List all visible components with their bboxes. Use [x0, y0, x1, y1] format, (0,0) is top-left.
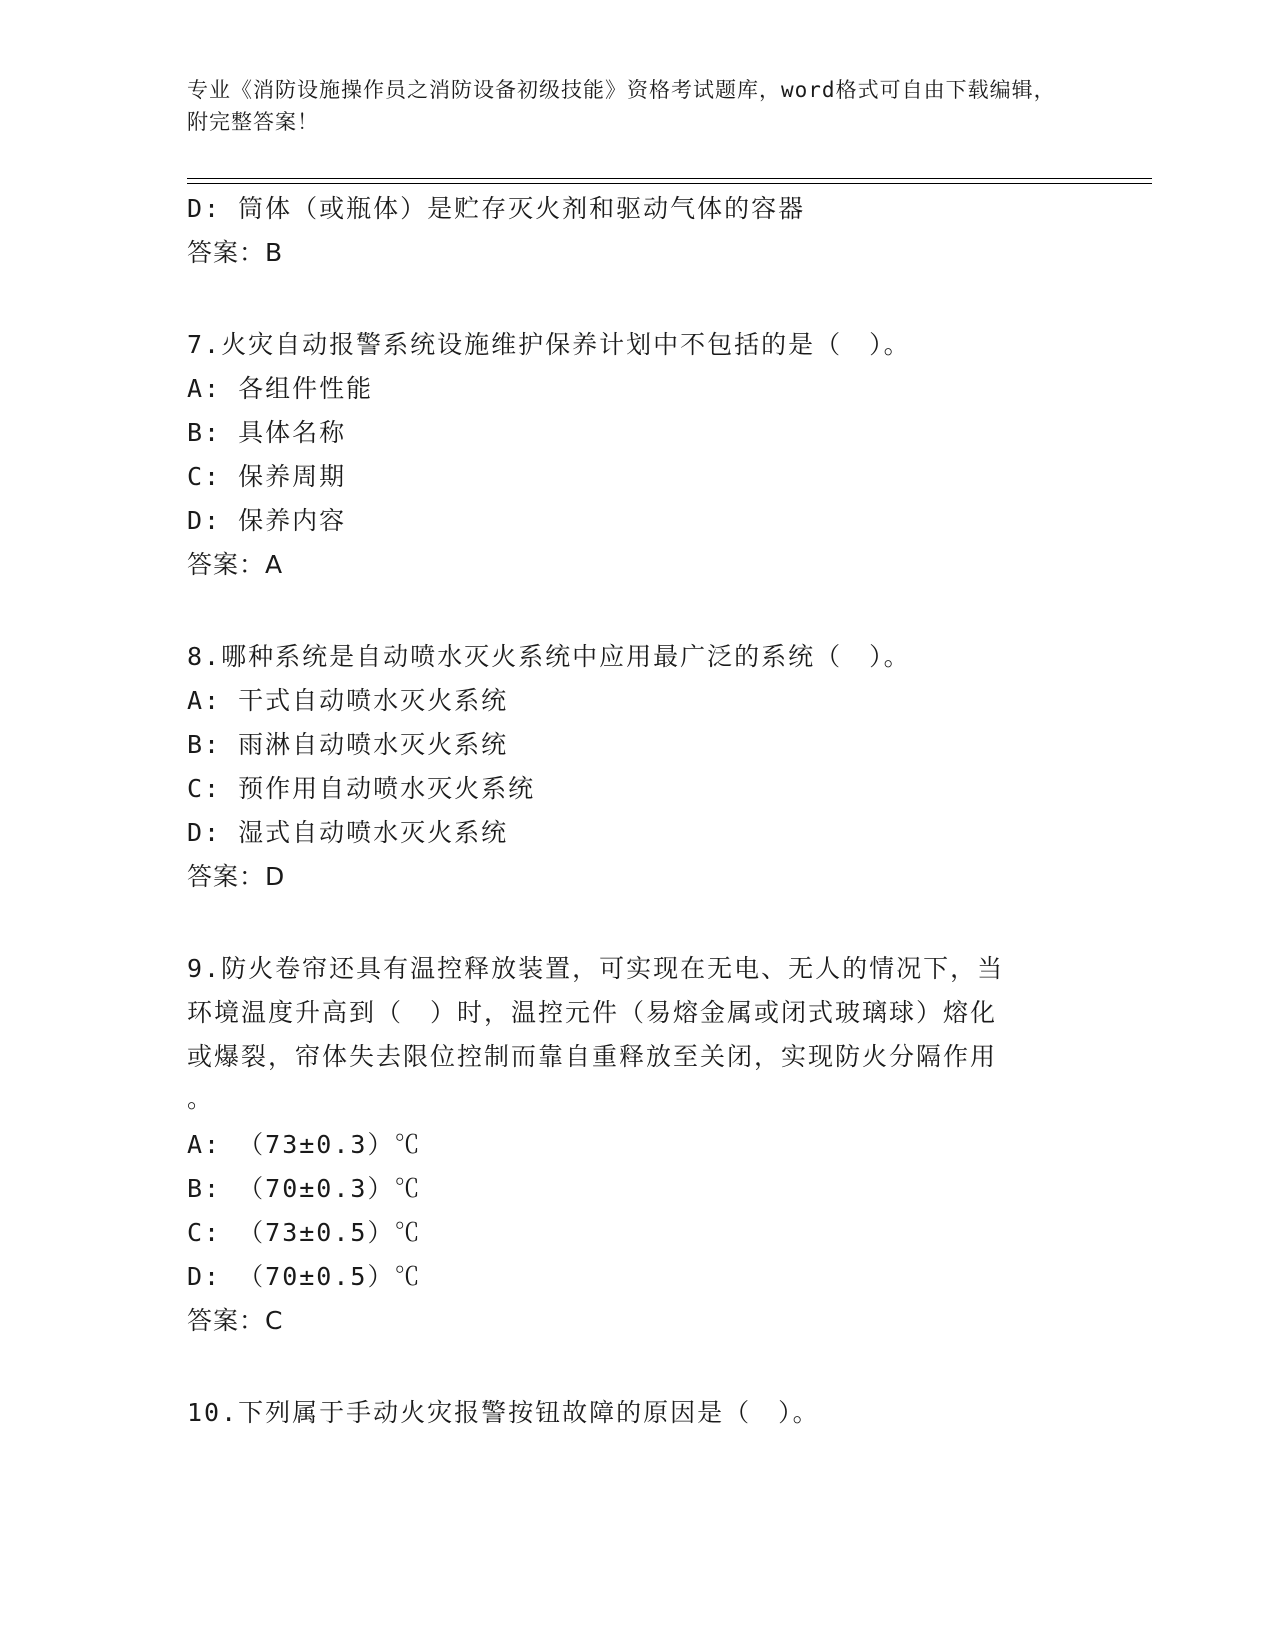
q8-option-c: C: 预作用自动喷水灭火系统 — [187, 774, 536, 803]
q9-option-a: A: （73±0.3）℃ — [187, 1130, 422, 1159]
q7-answer: 答案：A — [187, 550, 284, 579]
q8-answer: 答案：D — [187, 862, 286, 891]
header-divider-bottom — [187, 183, 1152, 184]
q8-option-b: B: 雨淋自动喷水灭火系统 — [187, 730, 509, 759]
q7-option-d: D: 保养内容 — [187, 506, 347, 535]
q7-option-b: B: 具体名称 — [187, 418, 347, 447]
q9-option-d: D: （70±0.5）℃ — [187, 1262, 422, 1291]
q9-stem-line-2: 环境温度升高到（ ）时，温控元件（易熔金属或闭式玻璃球）熔化 — [187, 998, 998, 1027]
q6-option-d: D: 筒体（或瓶体）是贮存灭火剂和驱动气体的容器 — [187, 194, 806, 223]
q9-answer: 答案：C — [187, 1306, 284, 1335]
q7-option-c: C: 保养周期 — [187, 462, 347, 491]
q9-stem-line-3: 或爆裂，帘体失去限位控制而靠自重释放至关闭，实现防火分隔作用 — [187, 1042, 998, 1071]
q7-stem: 7.火灾自动报警系统设施维护保养计划中不包括的是（ ）。 — [187, 330, 911, 359]
q9-option-c: C: （73±0.5）℃ — [187, 1218, 422, 1247]
q8-stem: 8.哪种系统是自动喷水灭火系统中应用最广泛的系统（ ）。 — [187, 642, 911, 671]
q9-stem-line-4: 。 — [187, 1084, 215, 1113]
q10-stem: 10.下列属于手动火灾报警按钮故障的原因是（ ）。 — [187, 1398, 820, 1427]
q8-option-a: A: 干式自动喷水灭火系统 — [187, 686, 509, 715]
q6-answer: 答案：B — [187, 238, 284, 267]
q7-option-a: A: 各组件性能 — [187, 374, 374, 403]
q8-option-d: D: 湿式自动喷水灭火系统 — [187, 818, 509, 847]
header-divider-top — [187, 178, 1152, 179]
q9-stem-line-1: 9.防火卷帘还具有温控释放装置，可实现在无电、无人的情况下，当 — [187, 954, 1005, 983]
q9-option-b: B: （70±0.3）℃ — [187, 1174, 422, 1203]
document-header: 专业《消防设施操作员之消防设备初级技能》资格考试题库，word格式可自由下载编辑，附完整答案！ — [187, 78, 1056, 134]
